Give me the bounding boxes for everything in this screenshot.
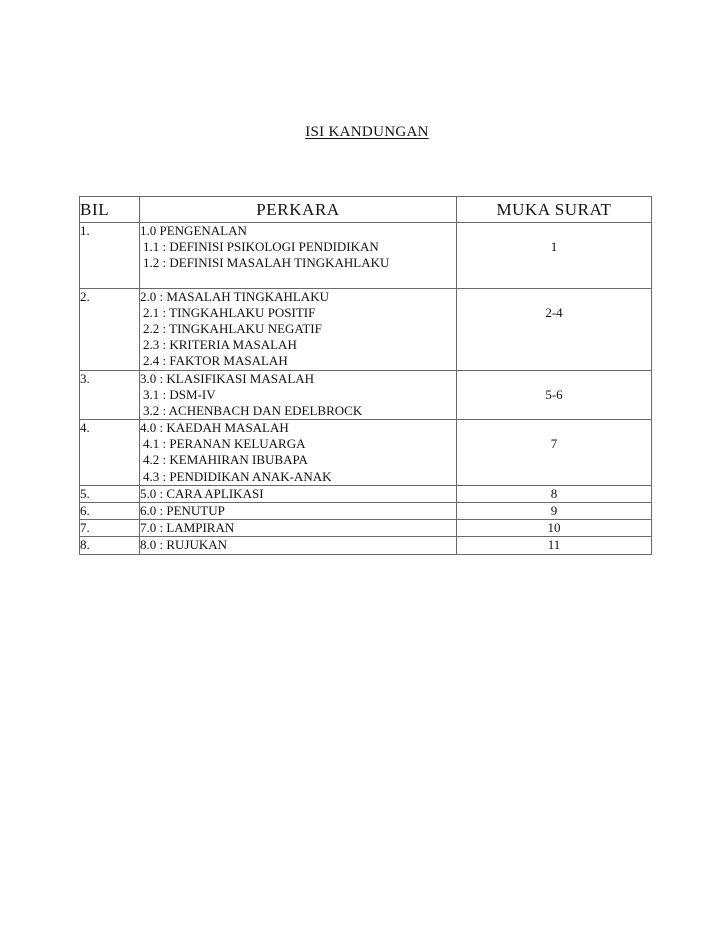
table-row bbox=[80, 288, 652, 370]
page-number: 7 bbox=[550, 436, 558, 452]
topic-sub: 4.3 : PENDIDIKAN ANAK-ANAK bbox=[143, 468, 332, 484]
row-number: 5. bbox=[80, 485, 140, 502]
row-number: 3. bbox=[80, 370, 140, 420]
page-spacer bbox=[457, 289, 651, 305]
table-row bbox=[80, 223, 652, 289]
topic-main: 3.0 : KLASIFIKASI MASALAH bbox=[140, 370, 315, 386]
row-topics bbox=[140, 223, 457, 289]
page-number: 8 bbox=[550, 485, 558, 501]
table-row bbox=[80, 370, 652, 420]
topic-main: 5.0 : CARA APLIKASI bbox=[140, 485, 264, 501]
contents-table bbox=[79, 196, 652, 555]
topic-sub: 3.1 : DSM-IV bbox=[143, 386, 216, 402]
page-number: 11 bbox=[547, 537, 561, 553]
page-number: 10 bbox=[547, 520, 561, 536]
topic-sub: 2.2 : TINGKAHLAKU NEGATIF bbox=[143, 320, 322, 336]
row-page bbox=[457, 537, 652, 554]
topic-sub: 1.2 : DEFINISI MASALAH TINGKAHLAKU bbox=[143, 255, 390, 271]
row-page bbox=[457, 420, 652, 486]
topic-sub: 1.1 : DEFINISI PSIKOLOGI PENDIDIKAN bbox=[143, 239, 379, 255]
topic-sub: 3.2 : ACHENBACH DAN EDELBROCK bbox=[143, 402, 363, 418]
topic-sub: 2.4 : FAKTOR MASALAH bbox=[143, 353, 288, 369]
topic-main: 8.0 : RUJUKAN bbox=[140, 537, 228, 553]
header-bil: BIL bbox=[80, 197, 140, 223]
row-number: 4. bbox=[80, 420, 140, 486]
row-page bbox=[457, 503, 652, 520]
topic-main: 4.0 : KAEDAH MASALAH bbox=[140, 420, 289, 436]
row-number: 8. bbox=[80, 537, 140, 554]
topic-main: 2.0 : MASALAH TINGKAHLAKU bbox=[140, 288, 329, 304]
row-topics bbox=[140, 537, 457, 554]
row-number: 6. bbox=[80, 503, 140, 520]
table-row bbox=[80, 503, 652, 520]
topic-main: 7.0 : LAMPIRAN bbox=[140, 520, 235, 536]
table-row bbox=[80, 537, 652, 554]
topic-sub: 2.1 : TINGKAHLAKU POSITIF bbox=[143, 304, 316, 320]
row-page bbox=[457, 485, 652, 502]
page-title bbox=[0, 124, 728, 141]
topic-main: 1.0 PENGENALAN bbox=[140, 223, 247, 238]
topic-sub: 4.2 : KEMAHIRAN IBUBAPA bbox=[143, 452, 308, 468]
row-topics bbox=[140, 288, 457, 370]
page-title-text: ISI KANDUNGAN bbox=[305, 124, 429, 140]
topic-sub: 4.1 : PERANAN KELUARGA bbox=[143, 436, 306, 452]
row-topics bbox=[140, 370, 457, 420]
row-number: 2. bbox=[80, 288, 140, 370]
table-row bbox=[80, 520, 652, 537]
row-topics bbox=[140, 420, 457, 486]
row-number: 7. bbox=[80, 520, 140, 537]
table-row bbox=[80, 420, 652, 486]
table-row bbox=[80, 485, 652, 502]
page-spacer bbox=[457, 223, 651, 239]
row-spacer bbox=[140, 272, 456, 288]
row-topics bbox=[140, 520, 457, 537]
row-page bbox=[457, 520, 652, 537]
page-spacer bbox=[457, 371, 651, 387]
header-row bbox=[80, 197, 652, 223]
row-page bbox=[457, 288, 652, 370]
row-topics bbox=[140, 503, 457, 520]
page-number: 5-6 bbox=[545, 386, 563, 402]
row-topics bbox=[140, 485, 457, 502]
page-spacer bbox=[457, 420, 651, 436]
header-perkara: PERKARA bbox=[140, 197, 457, 223]
topic-main: 6.0 : PENUTUP bbox=[140, 503, 225, 519]
page-number: 1 bbox=[550, 239, 558, 255]
row-page bbox=[457, 223, 652, 289]
page-number: 9 bbox=[550, 503, 558, 519]
row-number: 1. bbox=[80, 223, 140, 289]
row-page bbox=[457, 370, 652, 420]
page-number: 2-4 bbox=[545, 304, 563, 320]
topic-sub: 2.3 : KRITERIA MASALAH bbox=[143, 337, 297, 353]
header-muka-surat: MUKA SURAT bbox=[457, 197, 652, 223]
